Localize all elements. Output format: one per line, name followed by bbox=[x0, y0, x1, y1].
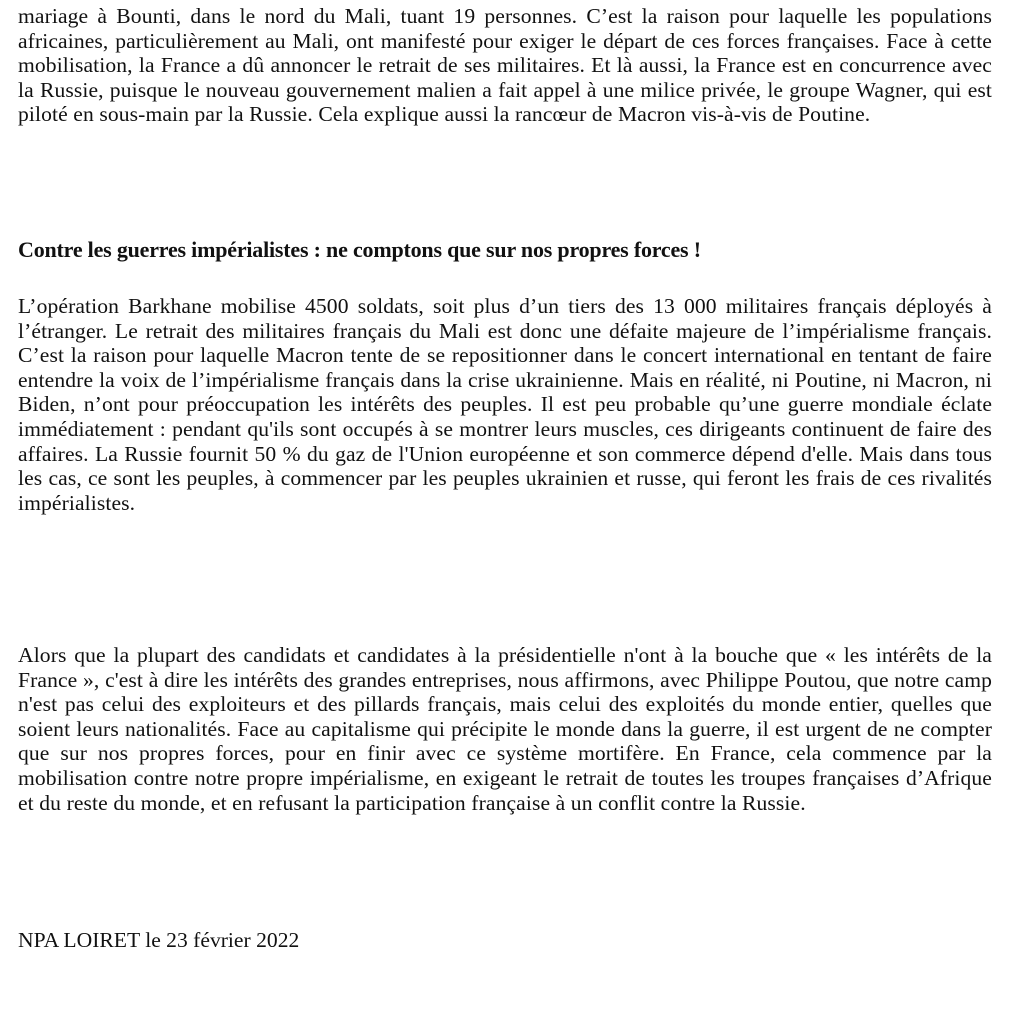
paragraph-conclusion: Alors que la plupart des candidats et candidates à la présidentielle n'ont à la bouche que « les intérêts de la France », c'est à dire les intérêts des grandes entreprises, nous affirmons, avec Philippe Poutou, que notre camp n'est pas celui des exploiteurs et des pillards français, mais celui des exploités du monde entier, quelles que soient leurs nationalités. Face au capitalisme qui précipite le monde dans la guerre, il est urgent de ne compter que sur nos propres forces, pour en finir avec ce système mortifère. En France, cela commence par la mobilisation contre notre propre impérialisme, en exigeant le retrait de toutes les troupes françaises d’Afrique et du reste du monde, et en refusant la participation française à un conflit contre la Russie. bbox=[18, 643, 992, 815]
signature-line: NPA LOIRET le 23 février 2022 bbox=[18, 928, 300, 952]
paragraph-intro-continuation: mariage à Bounti, dans le nord du Mali, tuant 19 personnes. C’est la raison pour laquelle les populations africaines, particulièrement au Mali, ont manifesté pour exiger le départ de ces forces françaises. Face à cette mobilisation, la France a dû annoncer le retrait de ses militaires. Et là aussi, la France est en concurrence avec la Russie, puisque le nouveau gouvernement malien a fait appel à une milice privée, le groupe Wagner, qui est piloté en sous-main par la Russie. Cela explique aussi la rancœur de Macron vis-à-vis de Poutine. bbox=[18, 4, 992, 127]
paragraph-barkhane: L’opération Barkhane mobilise 4500 soldats, soit plus d’un tiers des 13 000 militaires français déployés à l’étranger. Le retrait des militaires français du Mali est donc une défaite majeure de l’impérialisme français. C’est la raison pour laquelle Macron tente de se repositionner dans le concert international en tentant de faire entendre la voix de l’impérialisme français dans la crise ukrainienne. Mais en réalité, ni Poutine, ni Macron, ni Biden, n’ont pour préoccupation les intérêts des peuples. Il est peu probable qu’une guerre mondiale éclate immédiatement : pendant qu'ils sont occupés à se montrer leurs muscles, ces dirigeants continuent de faire des affaires. La Russie fournit 50 % du gaz de l'Union européenne et son commerce dépend d'elle. Mais dans tous les cas, ce sont les peuples, à commencer par les peuples ukrainien et russe, qui feront les frais de ces rivalités impérialistes. bbox=[18, 294, 992, 515]
document-page bbox=[18, 4, 992, 952]
section-heading: Contre les guerres impérialistes : ne comptons que sur nos propres forces ! bbox=[18, 237, 701, 262]
